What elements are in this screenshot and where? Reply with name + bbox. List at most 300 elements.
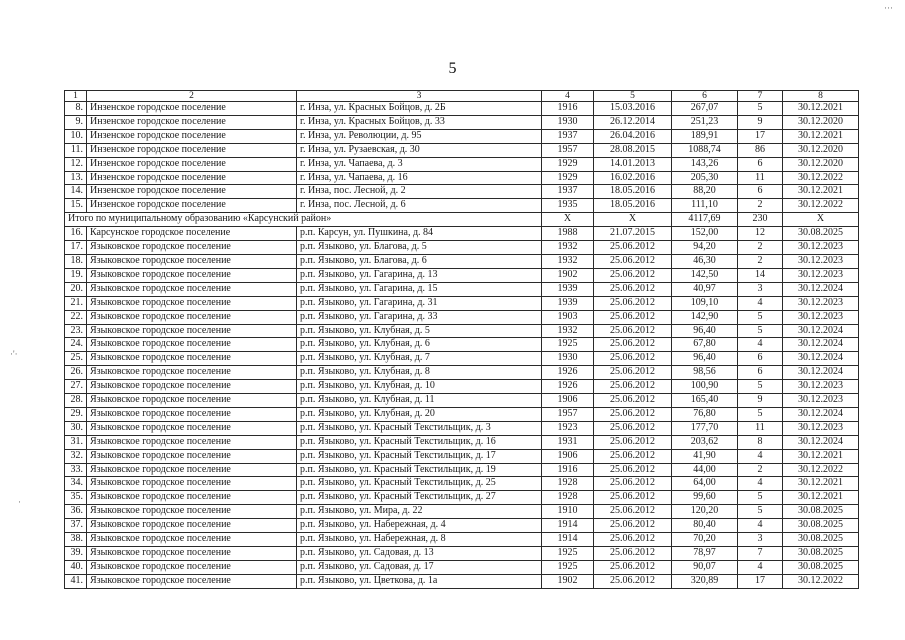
deadline-cell: 30.12.2023	[783, 241, 859, 255]
row-number: 27.	[65, 380, 87, 394]
row-number: 13.	[65, 171, 87, 185]
address-cell: р.п. Языково, ул. Клубная, д. 20	[297, 407, 542, 421]
date-cell: 25.06.2012	[594, 533, 672, 547]
row-number: 8.	[65, 102, 87, 116]
deadline-cell: 30.12.2023	[783, 268, 859, 282]
address-cell: р.п. Языково, ул. Садовая, д. 13	[297, 547, 542, 561]
residents-cell: 2	[738, 463, 783, 477]
address-cell: р.п. Языково, ул. Благова, д. 5	[297, 241, 542, 255]
year-cell: 1926	[542, 366, 594, 380]
area-cell: 46,30	[672, 254, 738, 268]
municipality-cell: Языковское городское поселение	[87, 519, 297, 533]
residents-cell: 4	[738, 338, 783, 352]
table-body	[65, 91, 859, 589]
area-cell: 76,80	[672, 407, 738, 421]
table-row	[65, 491, 859, 505]
area-cell: 267,07	[672, 102, 738, 116]
municipality-cell: Инзенское городское поселение	[87, 143, 297, 157]
row-number: 25.	[65, 352, 87, 366]
deadline-cell: 30.12.2021	[783, 477, 859, 491]
date-cell: 26.12.2014	[594, 115, 672, 129]
address-cell: г. Инза, ул. Красных Бойцов, д. 2Б	[297, 102, 542, 116]
residents-cell: 6	[738, 185, 783, 199]
residents-cell: 5	[738, 407, 783, 421]
total-deadline: X	[783, 213, 859, 227]
row-number: 36.	[65, 505, 87, 519]
residents-cell: 5	[738, 102, 783, 116]
municipality-cell: Инзенское городское поселение	[87, 185, 297, 199]
date-cell: 25.06.2012	[594, 477, 672, 491]
deadline-cell: 30.12.2022	[783, 199, 859, 213]
year-cell: 1939	[542, 296, 594, 310]
area-cell: 165,40	[672, 394, 738, 408]
total-label: Итого по муниципальному образованию «Карсунский район»	[65, 213, 542, 227]
row-number: 35.	[65, 491, 87, 505]
table-row	[65, 227, 859, 241]
area-cell: 189,91	[672, 129, 738, 143]
residents-cell: 5	[738, 324, 783, 338]
deadline-cell: 30.12.2024	[783, 435, 859, 449]
table-row	[65, 324, 859, 338]
column-number: 6	[672, 91, 738, 102]
municipality-cell: Инзенское городское поселение	[87, 171, 297, 185]
date-cell: 28.08.2015	[594, 143, 672, 157]
column-number: 8	[783, 91, 859, 102]
table-row	[65, 199, 859, 213]
residents-cell: 6	[738, 157, 783, 171]
row-number: 40.	[65, 560, 87, 574]
year-cell: 1931	[542, 435, 594, 449]
municipality-cell: Инзенское городское поселение	[87, 199, 297, 213]
residents-cell: 11	[738, 421, 783, 435]
row-number: 38.	[65, 533, 87, 547]
address-cell: р.п. Языково, ул. Красный Текстильщик, д. 27	[297, 491, 542, 505]
municipality-cell: Инзенское городское поселение	[87, 102, 297, 116]
area-cell: 44,00	[672, 463, 738, 477]
table-row	[65, 435, 859, 449]
address-cell: р.п. Языково, ул. Клубная, д. 10	[297, 380, 542, 394]
area-cell: 96,40	[672, 324, 738, 338]
year-cell: 1916	[542, 102, 594, 116]
residents-cell: 5	[738, 491, 783, 505]
year-cell: 1932	[542, 324, 594, 338]
table-row	[65, 574, 859, 588]
address-cell: р.п. Языково, ул. Клубная, д. 6	[297, 338, 542, 352]
deadline-cell: 30.12.2021	[783, 102, 859, 116]
municipality-cell: Языковское городское поселение	[87, 560, 297, 574]
housing-table	[64, 90, 859, 589]
address-cell: р.п. Языково, ул. Гагарина, д. 31	[297, 296, 542, 310]
residents-cell: 8	[738, 435, 783, 449]
address-cell: г. Инза, пос. Лесной, д. 6	[297, 199, 542, 213]
date-cell: 14.01.2013	[594, 157, 672, 171]
date-cell: 15.03.2016	[594, 102, 672, 116]
date-cell: 25.06.2012	[594, 463, 672, 477]
date-cell: 25.06.2012	[594, 338, 672, 352]
table-row	[65, 102, 859, 116]
deadline-cell: 30.12.2023	[783, 394, 859, 408]
area-cell: 320,89	[672, 574, 738, 588]
page-number: 5	[448, 60, 457, 77]
deadline-cell: 30.08.2025	[783, 547, 859, 561]
table-row	[65, 407, 859, 421]
table-row	[65, 449, 859, 463]
scan-speck: ·'·	[10, 349, 18, 359]
address-cell: р.п. Языково, ул. Гагарина, д. 15	[297, 282, 542, 296]
municipality-cell: Инзенское городское поселение	[87, 157, 297, 171]
area-cell: 94,20	[672, 241, 738, 255]
row-number: 18.	[65, 254, 87, 268]
address-cell: р.п. Языково, ул. Клубная, д. 8	[297, 366, 542, 380]
municipality-cell: Карсунское городское поселение	[87, 227, 297, 241]
municipality-cell: Языковское городское поселение	[87, 241, 297, 255]
column-number: 7	[738, 91, 783, 102]
residents-cell: 5	[738, 380, 783, 394]
date-cell: 25.06.2012	[594, 241, 672, 255]
table-row	[65, 338, 859, 352]
area-cell: 88,20	[672, 185, 738, 199]
row-number: 23.	[65, 324, 87, 338]
address-cell: р.п. Языково, ул. Клубная, д. 7	[297, 352, 542, 366]
deadline-cell: 30.08.2025	[783, 519, 859, 533]
table-row	[65, 129, 859, 143]
deadline-cell: 30.12.2024	[783, 366, 859, 380]
residents-cell: 7	[738, 547, 783, 561]
column-number: 1	[65, 91, 87, 102]
table-row	[65, 394, 859, 408]
address-cell: р.п. Языково, ул. Гагарина, д. 13	[297, 268, 542, 282]
residents-cell: 5	[738, 505, 783, 519]
area-cell: 111,10	[672, 199, 738, 213]
table-row	[65, 185, 859, 199]
municipality-cell: Языковское городское поселение	[87, 282, 297, 296]
residents-cell: 4	[738, 449, 783, 463]
residents-cell: 9	[738, 115, 783, 129]
table-row	[65, 282, 859, 296]
year-cell: 1925	[542, 560, 594, 574]
column-number: 5	[594, 91, 672, 102]
row-number: 39.	[65, 547, 87, 561]
address-cell: р.п. Языково, ул. Садовая, д. 17	[297, 560, 542, 574]
year-cell: 1906	[542, 449, 594, 463]
deadline-cell: 30.12.2023	[783, 296, 859, 310]
municipality-cell: Языковское городское поселение	[87, 254, 297, 268]
row-number: 26.	[65, 366, 87, 380]
address-cell: р.п. Карсун, ул. Пушкина, д. 84	[297, 227, 542, 241]
date-cell: 25.06.2012	[594, 519, 672, 533]
total-area: 4117,69	[672, 213, 738, 227]
date-cell: 25.06.2012	[594, 574, 672, 588]
address-cell: г. Инза, ул. Красных Бойцов, д. 33	[297, 115, 542, 129]
residents-cell: 2	[738, 241, 783, 255]
table-row	[65, 519, 859, 533]
row-number: 34.	[65, 477, 87, 491]
deadline-cell: 30.12.2021	[783, 491, 859, 505]
address-cell: г. Инза, ул. Чапаева, д. 3	[297, 157, 542, 171]
table-row	[65, 560, 859, 574]
table-row	[65, 463, 859, 477]
year-cell: 1902	[542, 574, 594, 588]
municipality-cell: Языковское городское поселение	[87, 394, 297, 408]
row-number: 22.	[65, 310, 87, 324]
table-row	[65, 171, 859, 185]
table-row	[65, 477, 859, 491]
residents-cell: 4	[738, 519, 783, 533]
date-cell: 25.06.2012	[594, 268, 672, 282]
deadline-cell: 30.12.2020	[783, 143, 859, 157]
date-cell: 25.06.2012	[594, 491, 672, 505]
area-cell: 90,07	[672, 560, 738, 574]
area-cell: 80,40	[672, 519, 738, 533]
year-cell: 1932	[542, 254, 594, 268]
address-cell: р.п. Языково, ул. Красный Текстильщик, д. 16	[297, 435, 542, 449]
table-row	[65, 366, 859, 380]
date-cell: 25.06.2012	[594, 505, 672, 519]
scan-speck: ·	[18, 497, 21, 507]
residents-cell: 4	[738, 477, 783, 491]
deadline-cell: 30.12.2023	[783, 421, 859, 435]
address-cell: г. Инза, ул. Рузаевская, д. 30	[297, 143, 542, 157]
address-cell: р.п. Языково, ул. Мира, д. 22	[297, 505, 542, 519]
year-cell: 1910	[542, 505, 594, 519]
date-cell: 25.06.2012	[594, 310, 672, 324]
table-row	[65, 241, 859, 255]
year-cell: 1923	[542, 421, 594, 435]
area-cell: 99,60	[672, 491, 738, 505]
row-number: 11.	[65, 143, 87, 157]
residents-cell: 2	[738, 199, 783, 213]
date-cell: 25.06.2012	[594, 449, 672, 463]
row-number: 16.	[65, 227, 87, 241]
table-row	[65, 533, 859, 547]
deadline-cell: 30.12.2024	[783, 338, 859, 352]
date-cell: 25.06.2012	[594, 407, 672, 421]
area-cell: 1088,74	[672, 143, 738, 157]
row-number: 33.	[65, 463, 87, 477]
row-number: 14.	[65, 185, 87, 199]
address-cell: р.п. Языково, ул. Благова, д. 6	[297, 254, 542, 268]
row-number: 32.	[65, 449, 87, 463]
area-cell: 40,97	[672, 282, 738, 296]
row-number: 17.	[65, 241, 87, 255]
date-cell: 25.06.2012	[594, 366, 672, 380]
area-cell: 98,56	[672, 366, 738, 380]
deadline-cell: 30.12.2021	[783, 129, 859, 143]
municipality-cell: Языковское городское поселение	[87, 533, 297, 547]
deadline-cell: 30.12.2024	[783, 324, 859, 338]
year-cell: 1926	[542, 380, 594, 394]
row-number: 21.	[65, 296, 87, 310]
deadline-cell: 30.12.2023	[783, 310, 859, 324]
row-number: 30.	[65, 421, 87, 435]
municipality-cell: Языковское городское поселение	[87, 407, 297, 421]
total-row	[65, 213, 859, 227]
year-cell: 1914	[542, 519, 594, 533]
municipality-cell: Языковское городское поселение	[87, 352, 297, 366]
date-cell: 25.06.2012	[594, 421, 672, 435]
deadline-cell: 30.12.2022	[783, 574, 859, 588]
area-cell: 64,00	[672, 477, 738, 491]
address-cell: р.п. Языково, ул. Клубная, д. 5	[297, 324, 542, 338]
date-cell: 26.04.2016	[594, 129, 672, 143]
deadline-cell: 30.08.2025	[783, 227, 859, 241]
area-cell: 251,23	[672, 115, 738, 129]
residents-cell: 14	[738, 268, 783, 282]
deadline-cell: 30.12.2024	[783, 282, 859, 296]
row-number: 19.	[65, 268, 87, 282]
municipality-cell: Языковское городское поселение	[87, 366, 297, 380]
date-cell: 16.02.2016	[594, 171, 672, 185]
row-number: 10.	[65, 129, 87, 143]
date-cell: 25.06.2012	[594, 560, 672, 574]
date-cell: 25.06.2012	[594, 254, 672, 268]
address-cell: р.п. Языково, ул. Клубная, д. 11	[297, 394, 542, 408]
year-cell: 1939	[542, 282, 594, 296]
municipality-cell: Языковское городское поселение	[87, 268, 297, 282]
year-cell: 1930	[542, 115, 594, 129]
residents-cell: 12	[738, 227, 783, 241]
municipality-cell: Языковское городское поселение	[87, 449, 297, 463]
area-cell: 120,20	[672, 505, 738, 519]
year-cell: 1902	[542, 268, 594, 282]
date-cell: 25.06.2012	[594, 352, 672, 366]
year-cell: 1903	[542, 310, 594, 324]
year-cell: 1929	[542, 171, 594, 185]
table-row	[65, 157, 859, 171]
year-cell: 1925	[542, 547, 594, 561]
address-cell: г. Инза, ул. Революции, д. 95	[297, 129, 542, 143]
residents-cell: 9	[738, 394, 783, 408]
row-number: 31.	[65, 435, 87, 449]
table-row	[65, 115, 859, 129]
date-cell: 25.06.2012	[594, 547, 672, 561]
municipality-cell: Языковское городское поселение	[87, 421, 297, 435]
table-row	[65, 310, 859, 324]
municipality-cell: Языковское городское поселение	[87, 547, 297, 561]
deadline-cell: 30.12.2021	[783, 185, 859, 199]
deadline-cell: 30.08.2025	[783, 560, 859, 574]
area-cell: 142,90	[672, 310, 738, 324]
residents-cell: 17	[738, 129, 783, 143]
address-cell: р.п. Языково, ул. Красный Текстильщик, д. 17	[297, 449, 542, 463]
address-cell: р.п. Языково, ул. Красный Текстильщик, д. 19	[297, 463, 542, 477]
table-row	[65, 380, 859, 394]
table-row	[65, 254, 859, 268]
scan-speck: ···	[884, 3, 893, 13]
address-cell: р.п. Языково, ул. Цветкова, д. 1а	[297, 574, 542, 588]
residents-cell: 3	[738, 282, 783, 296]
table-row	[65, 547, 859, 561]
address-cell: р.п. Языково, ул. Набережная, д. 4	[297, 519, 542, 533]
residents-cell: 5	[738, 310, 783, 324]
row-number: 24.	[65, 338, 87, 352]
residents-cell: 4	[738, 560, 783, 574]
year-cell: 1930	[542, 352, 594, 366]
municipality-cell: Инзенское городское поселение	[87, 129, 297, 143]
municipality-cell: Языковское городское поселение	[87, 574, 297, 588]
year-cell: 1928	[542, 477, 594, 491]
municipality-cell: Инзенское городское поселение	[87, 115, 297, 129]
address-cell: р.п. Языково, ул. Красный Текстильщик, д. 25	[297, 477, 542, 491]
area-cell: 109,10	[672, 296, 738, 310]
table-row	[65, 143, 859, 157]
date-cell: 25.06.2012	[594, 380, 672, 394]
total-year: X	[542, 213, 594, 227]
column-number: 4	[542, 91, 594, 102]
area-cell: 142,50	[672, 268, 738, 282]
table-row	[65, 505, 859, 519]
area-cell: 203,62	[672, 435, 738, 449]
area-cell: 100,90	[672, 380, 738, 394]
deadline-cell: 30.08.2025	[783, 533, 859, 547]
deadline-cell: 30.08.2025	[783, 505, 859, 519]
year-cell: 1928	[542, 491, 594, 505]
date-cell: 25.06.2012	[594, 435, 672, 449]
column-number: 3	[297, 91, 542, 102]
deadline-cell: 30.12.2022	[783, 463, 859, 477]
residents-cell: 11	[738, 171, 783, 185]
date-cell: 25.06.2012	[594, 282, 672, 296]
row-number: 12.	[65, 157, 87, 171]
deadline-cell: 30.12.2024	[783, 407, 859, 421]
row-number: 41.	[65, 574, 87, 588]
municipality-cell: Языковское городское поселение	[87, 310, 297, 324]
year-cell: 1914	[542, 533, 594, 547]
year-cell: 1988	[542, 227, 594, 241]
table-row	[65, 421, 859, 435]
residents-cell: 6	[738, 352, 783, 366]
address-cell: р.п. Языково, ул. Набережная, д. 8	[297, 533, 542, 547]
deadline-cell: 30.12.2023	[783, 380, 859, 394]
year-cell: 1932	[542, 241, 594, 255]
address-cell: р.п. Языково, ул. Красный Текстильщик, д. 3	[297, 421, 542, 435]
column-number: 2	[87, 91, 297, 102]
year-cell: 1925	[542, 338, 594, 352]
table-row	[65, 352, 859, 366]
area-cell: 70,20	[672, 533, 738, 547]
total-residents: 230	[738, 213, 783, 227]
row-number: 37.	[65, 519, 87, 533]
table-row	[65, 296, 859, 310]
year-cell: 1916	[542, 463, 594, 477]
row-number: 28.	[65, 394, 87, 408]
municipality-cell: Языковское городское поселение	[87, 491, 297, 505]
year-cell: 1937	[542, 185, 594, 199]
deadline-cell: 30.12.2024	[783, 352, 859, 366]
deadline-cell: 30.12.2020	[783, 157, 859, 171]
residents-cell: 17	[738, 574, 783, 588]
deadline-cell: 30.12.2023	[783, 254, 859, 268]
row-number: 15.	[65, 199, 87, 213]
year-cell: 1937	[542, 129, 594, 143]
area-cell: 67,80	[672, 338, 738, 352]
area-cell: 41,90	[672, 449, 738, 463]
area-cell: 152,00	[672, 227, 738, 241]
total-date: X	[594, 213, 672, 227]
municipality-cell: Языковское городское поселение	[87, 338, 297, 352]
municipality-cell: Языковское городское поселение	[87, 505, 297, 519]
date-cell: 25.06.2012	[594, 296, 672, 310]
municipality-cell: Языковское городское поселение	[87, 380, 297, 394]
municipality-cell: Языковское городское поселение	[87, 324, 297, 338]
date-cell: 21.07.2015	[594, 227, 672, 241]
column-number-row	[65, 91, 859, 102]
municipality-cell: Языковское городское поселение	[87, 477, 297, 491]
deadline-cell: 30.12.2022	[783, 171, 859, 185]
row-number: 20.	[65, 282, 87, 296]
date-cell: 25.06.2012	[594, 324, 672, 338]
year-cell: 1929	[542, 157, 594, 171]
